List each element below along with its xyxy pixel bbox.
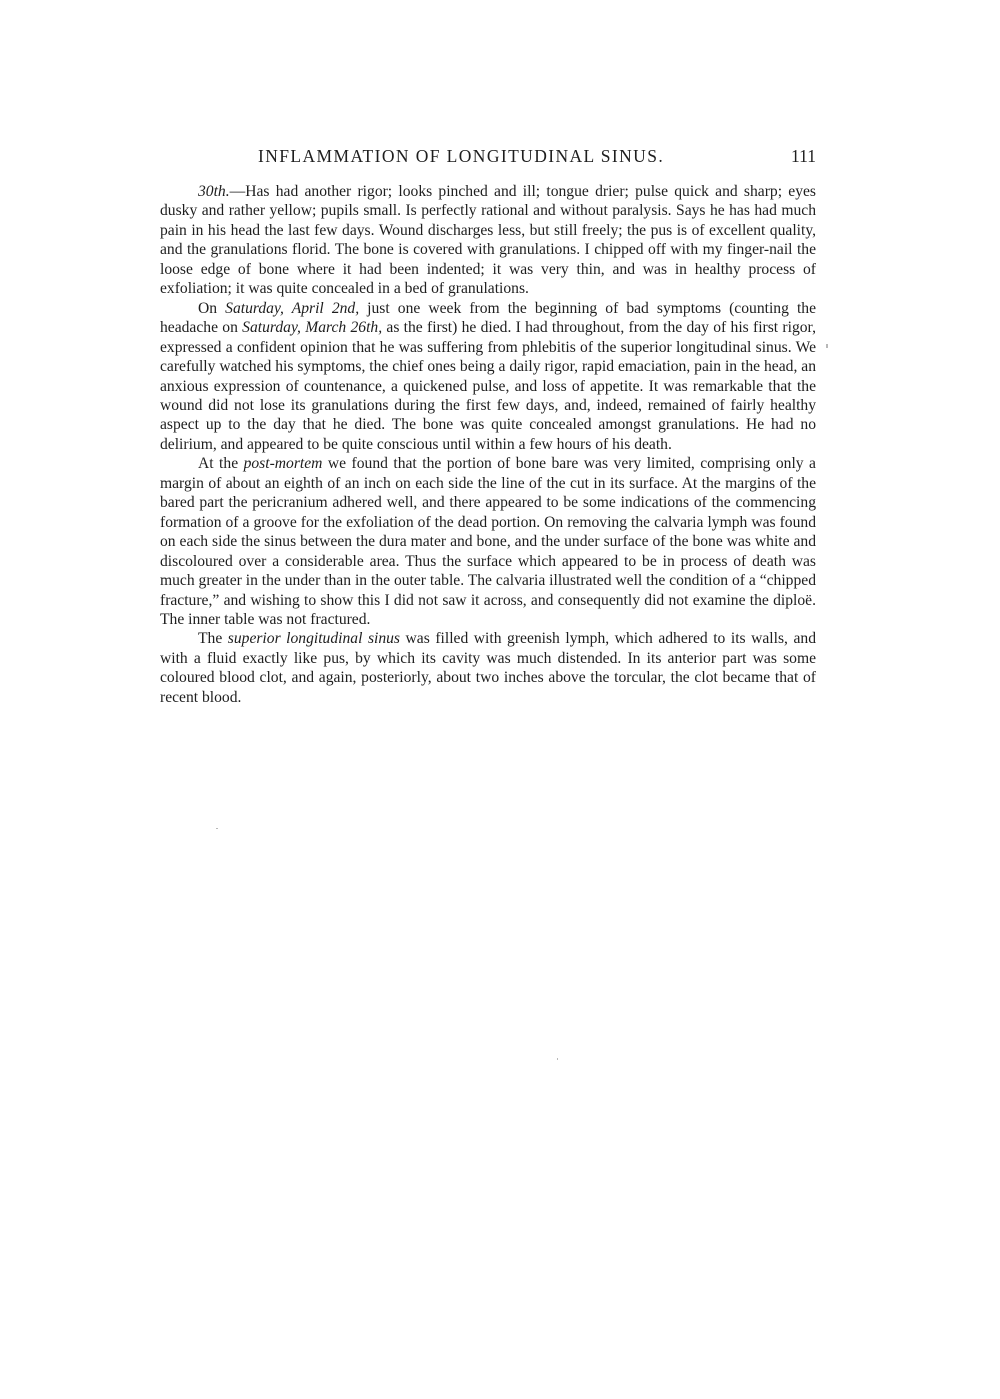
text-run: just one week from the beginning of bad symptoms (counting the headache on — [160, 299, 816, 337]
text-run: as the first) he died. I had throughout, from the day of his first rigor, expressed a confident opinion that he was suffering from phlebitis of the superior longitudinal sinus. We carefully watched his symptoms, the chief ones being a daily rigor, rapid emaciation, pain in the head, an anxious expression of countenance, a quickened pulse, and loss of appetite. It was remarkable that the wound did not lose its granulations during the first few days, and, indeed, remained of fairly healthy aspect up to the day that he died. The bone was quite concealed amongst granulations. He had no delirium, and appeared to be quite conscious until within a few hours of his death. — [160, 319, 817, 453]
text-run: The — [198, 630, 228, 648]
text-run: —Has had another rigor; looks pinched and ill; tongue drier; pulse quick and sharp; eyes dusky and rather yellow; pupils small. Is perfectly rational and without paralysis. Says he has had much pain in his head the last few days. Wound discharges less, but still freely; the pus is of excellent quality, and the granulations florid. The bone is covered with granulations. I chipped off with my finger-nail the loose edge of bone where it had been indented; it was very thin, and was in healthy process of exfoliation; it was quite concealed in a bed of granulations. — [160, 183, 816, 298]
running-head — [160, 146, 816, 170]
italic-text: Saturday, April 2nd, — [225, 299, 360, 317]
italic-text: superior longitudinal sinus — [227, 630, 401, 648]
text-run: On — [198, 299, 226, 317]
italic-text: 30th. — [198, 183, 230, 200]
print-speck — [216, 828, 218, 829]
print-speck — [826, 344, 828, 348]
italic-text: post-mortem — [243, 455, 323, 473]
text-run: At the — [198, 455, 244, 473]
text-run: was filled with greenish lymph, which adhered to its walls, and with a fluid exactly like pus, by which its cavity was much distended. In its anterior part was some coloured blood clot, and again, posteriorly, about two inches above the torcular, the clot became that of recent blood. — [160, 630, 816, 706]
paragraph — [160, 299, 816, 455]
page-number: 111 — [791, 146, 816, 166]
text-run: we found that the portion of bone bare was very limited, comprising only a margin of about an eighth of an inch on each side the line of the cut in its surface. At the margins of the bared part the pericranium adhered well, and there appeared to be some indications of the commencing formation of a groove for the exfoliation of the dead portion. On removing the calvaria lymph was found on each side the sinus between the dura mater and bone, and the under surface of the bone was white and discoloured over a considerable area. Thus the surface which appeared to be in process of death was much greater in the under than in the outer table. The calvaria illustrated well the condition of a “chipped fracture,” and wishing to show this I did not saw it across, and consequently did not examine the diploë. The inner table was not fractured. — [160, 455, 816, 628]
paragraph — [160, 182, 816, 299]
print-speck — [557, 1058, 558, 1060]
italic-text: Saturday, March 26th, — [242, 319, 383, 337]
paragraph — [160, 629, 816, 707]
paragraph — [160, 454, 816, 629]
running-head-title: INFLAMMATION OF LONGITUDINAL SINUS. — [258, 146, 665, 166]
body-text — [160, 182, 816, 707]
